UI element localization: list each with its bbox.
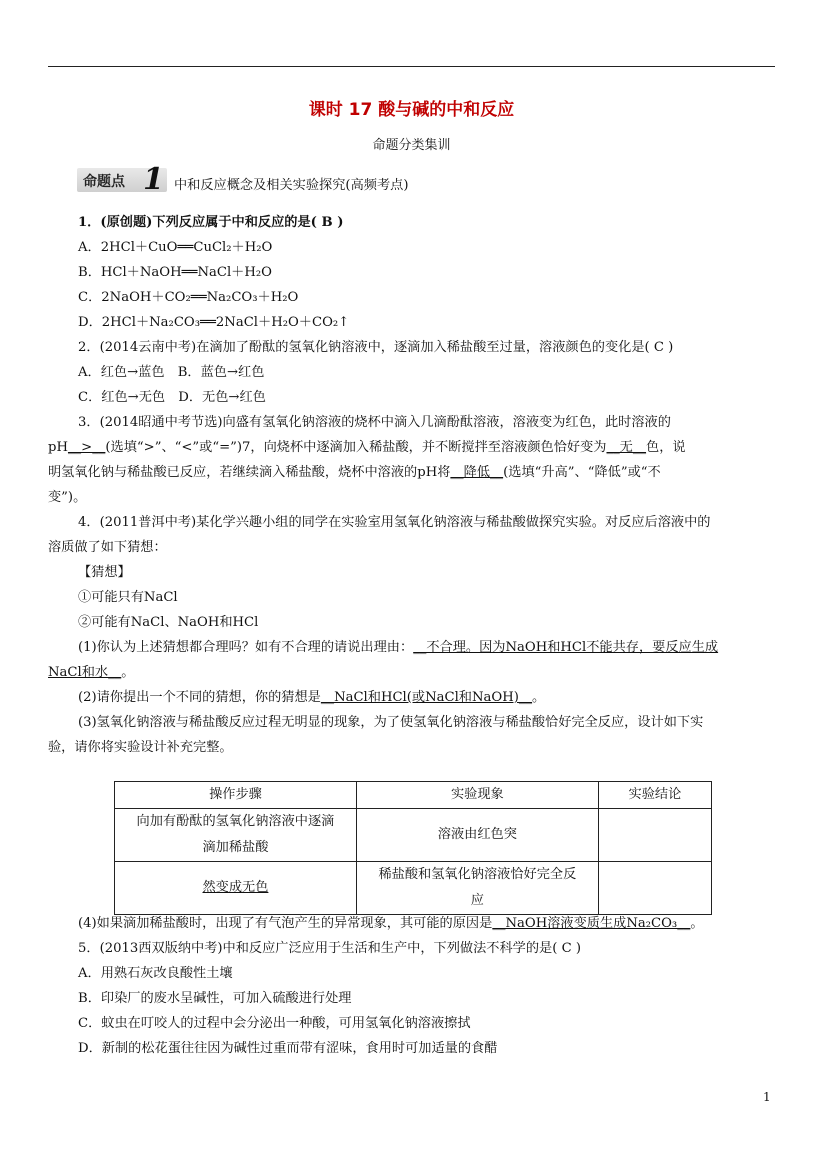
table-header-row [115, 782, 712, 809]
q4-line-1: 4．(2011普洱中考)某化学兴趣小组的同学在实验室用氢氧化钠溶液与稀盐酸做探究实验。对反应后溶液中的 [78, 515, 711, 530]
table-header-steps: 操作步骤 [115, 782, 357, 809]
q4-p1-answer-cont: NaCl和水__ [48, 665, 122, 680]
q4-part-1 [78, 636, 718, 655]
q3-line-4: 变”)。 [48, 490, 87, 505]
q3-answer-trend: __降低__ [450, 465, 504, 480]
q3-text-end: 色，说 [646, 440, 686, 455]
table-row [115, 809, 712, 862]
q5-option-a: A．用熟石灰改良酸性土壤 [78, 966, 233, 981]
q3-answer-compare: __>__ [67, 440, 106, 455]
q4-part-2 [78, 686, 545, 705]
q1-option-b: B．HCl＋NaOH══NaCl＋H₂O [78, 265, 272, 280]
step-1-text-a: 向加有酚酞的氢氧化钠溶液中逐滴 [136, 814, 335, 829]
q4-part-3: (3)氢氧化钠溶液与稀盐酸反应过程无明显的现象，为了使氢氧化钠溶液与稀盐酸恰好完全反应，设计如下实 [78, 715, 704, 730]
q1-option-d: D．2HCl＋Na₂CO₃══2NaCl＋H₂O＋CO₂↑ [78, 315, 350, 330]
table-cell-step-2 [115, 862, 357, 915]
q4-p2-end: 。 [532, 690, 546, 705]
q5-option-d: D．新制的松花蛋往往因为碱性过重而带有涩味，食用时可加适量的食醋 [78, 1041, 498, 1056]
q4-p1-end: 。 [121, 665, 135, 680]
table-cell-step-1 [115, 809, 357, 862]
q1-option-c: C．2NaOH＋CO₂══Na₂CO₃＋H₂O [78, 290, 299, 305]
q2-options-cd: C．红色→无色 D．无色→红色 [78, 390, 266, 405]
table-header-conclusion: 实验结论 [598, 782, 711, 809]
q4-part-1-cont [48, 661, 134, 680]
experiment-table [114, 781, 712, 915]
q5-option-b: B．印染厂的废水呈碱性，可加入硫酸进行处理 [78, 991, 352, 1006]
q4-part-3-cont: 验，请你将实验设计补充完整。 [48, 740, 233, 755]
q3-line-1: 3．(2014昭通中考节选)向盛有氢氧化钠溶液的烧杯中滴入几滴酚酞溶液，溶液变为红色，此时溶液的 [78, 415, 671, 430]
q1-text: 1．(原创题)下列反应属于中和反应的是( B ) [78, 215, 344, 230]
q3-ph-label: pH [48, 440, 68, 455]
lesson-title: 课时 17 酸与碱的中和反应 [308, 100, 515, 120]
q2-options-ab: A．红色→蓝色 B．蓝色→红色 [78, 365, 265, 380]
q3-answer-color: __无__ [606, 440, 647, 455]
header-rule [48, 66, 775, 67]
q4-p4-question: (4)如果滴加稀盐酸时，出现了有气泡产生的异常现象，其可能的原因是 [78, 916, 493, 931]
q5-option-c: C．蚊虫在叮咬人的过程中会分泌出一种酸，可用氢氧化钠溶液擦拭 [78, 1016, 471, 1031]
q1-stem [78, 211, 343, 230]
q3-l3-start: 明氢氧化钠与稀盐酸已反应，若继续滴入稀盐酸，烧杯中溶液的pH将 [48, 465, 451, 480]
topic-badge [77, 162, 167, 197]
step-1-line-b: 滴加稀盐酸 [202, 840, 269, 855]
table-cell-phenomenon-1: 溶液由红色突 [356, 809, 598, 862]
q4-guess-2: ②可能有NaCl、NaOH和HCl [78, 615, 259, 630]
step-1-line-a [121, 809, 350, 835]
q3-line-2 [48, 436, 686, 455]
q4-line-2: 溶质做了如下猜想： [48, 540, 167, 555]
table-header-phenomenon: 实验现象 [356, 782, 598, 809]
q3-l3-end: (选填“升高”、“降低”或“不 [503, 465, 661, 480]
q3-line-3 [48, 461, 661, 480]
q4-p4-end: 。 [690, 916, 704, 931]
page-number: 1 [763, 1090, 771, 1104]
q2-stem: 2．(2014云南中考)在滴加了酚酞的氢氧化钠溶液中，逐滴加入稀盐酸至过量，溶液颜色的变化是( C ) [78, 340, 674, 355]
q4-p1-question: (1)你认为上述猜想都合理吗？如有不合理的请说出理由： [78, 640, 414, 655]
q4-p1-answer: __不合理。因为NaOH和HCl不能共存，要反应生成 [413, 640, 719, 655]
q3-text-mid: (选填“>”、“<”或“=”)7，向烧杯中逐滴加入稀盐酸，并不断搅拌至溶液颜色恰好变为 [105, 440, 607, 455]
topic-title: 中和反应概念及相关实验探究(高频考点) [174, 178, 409, 193]
table-cell-conclusion-1 [598, 809, 711, 862]
badge-number: 1 [143, 162, 164, 197]
step-2-answer: 然变成无色 [202, 880, 269, 895]
table-cell-conclusion-2 [598, 862, 711, 915]
q4-p2-question: (2)请你提出一个不同的猜想，你的猜想是 [78, 690, 321, 705]
q4-p4-answer: __NaOH溶液变质生成Na₂CO₃__ [492, 916, 691, 931]
q4-guess-1: ①可能只有NaCl [78, 590, 178, 605]
phenomenon-2-line-b: 应 [470, 893, 484, 908]
phenomenon-2-line-a: 稀盐酸和氢氧化钠溶液恰好完全反 [378, 867, 577, 882]
badge-label: 命题点 [83, 174, 125, 190]
q1-option-a: A．2HCl＋CuO══CuCl₂＋H₂O [78, 240, 273, 255]
q5-stem: 5．(2013西双版纳中考)中和反应广泛应用于生活和生产中，下列做法不科学的是( C ) [78, 941, 582, 956]
q4-p2-answer: __NaCl和HCl(或NaCl和NaOH)__ [320, 690, 533, 705]
section-subtitle: 命题分类集训 [372, 138, 451, 153]
table-cell-phenomenon-2 [356, 862, 598, 915]
q4-guess-heading: 【猜想】 [78, 565, 131, 580]
q4-part-4 [78, 912, 704, 931]
table-row [115, 862, 712, 915]
